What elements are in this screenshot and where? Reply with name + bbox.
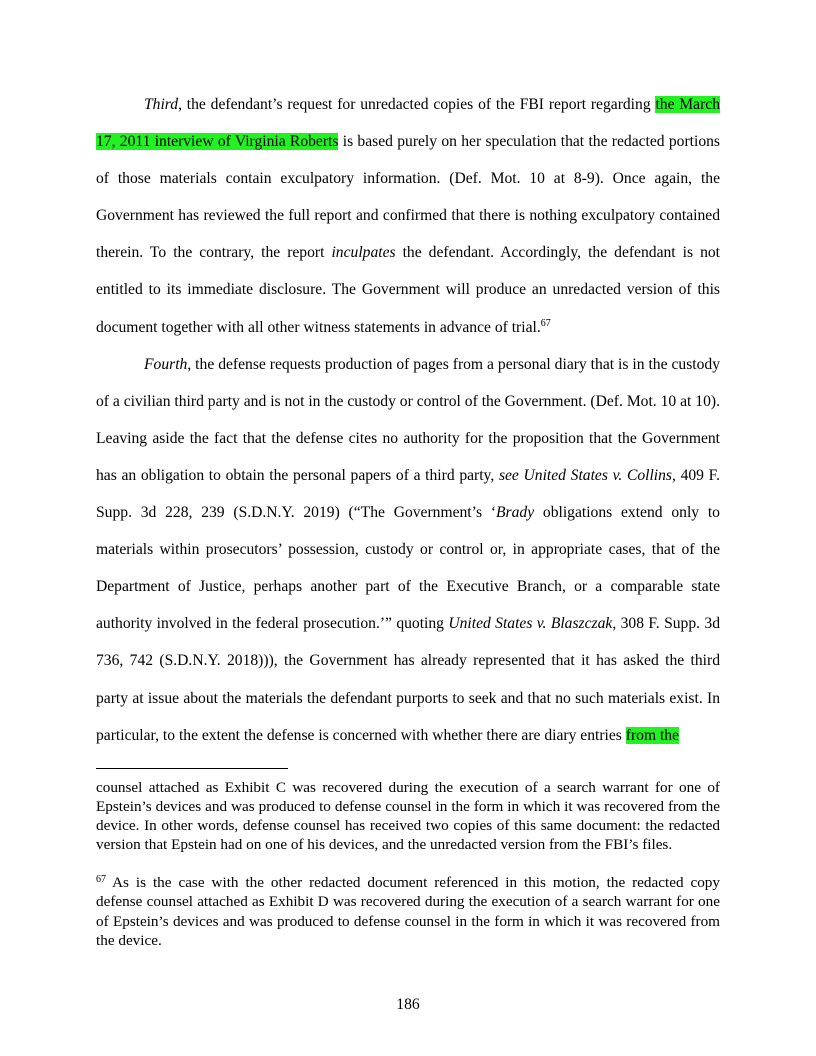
footnote-67 (96, 873, 720, 949)
footnote-67-text: As is the case with the other redacted document referenced in this motion, the redacted copy defense counsel attached as Exhibit D was recovered during the execution of a search warrant for one of Epstein’s devices and was produced to defense counsel in the form in which it was recovered from the device. (96, 874, 720, 949)
body-text (96, 86, 720, 754)
citation-blaszczak: United States v. Blaszczak (448, 615, 613, 633)
footnote-separator (96, 768, 288, 769)
footnotes (96, 778, 720, 950)
text-run: , 409 F. Supp. 3d 228, 239 (S.D.N.Y. 2019) (“The Government’s ‘ (96, 466, 720, 522)
text-run: is based purely on her speculation that the redacted portions of those materials contain exculpatory information. (Def. Mot. 10 at 8-9). Once again, the Government has reviewed the full report and confirmed that there is nothing exculpatory contained therein. To the contrary, the report (96, 133, 720, 262)
fourth-lead: Fourth (144, 355, 188, 373)
paragraph-third (96, 86, 720, 346)
page-number: 186 (396, 996, 420, 1013)
footnote-continued: counsel attached as Exhibit C was recovered during the execution of a search warrant for one of Epstein’s devices and was produced to defense counsel in the form in which it was recovered from the device. In other words, defense counsel has received two copies of this same document: the redacted version that Epstein had on one of his devices, and the unredacted version from the FBI’s files. (96, 779, 720, 854)
highlight-virginia-roberts: the March 17, 2011 interview of Virginia Roberts (96, 96, 720, 151)
text-run: , 308 F. Supp. 3d 736, 742 (S.D.N.Y. 2018))), the Government has already represented that it has asked the third party at issue about the materials the defendant purports to seek and that no such materials exist. In particular, to the extent the defense is concerned with whether there are diary entries (96, 615, 721, 744)
third-lead: Third (144, 96, 179, 113)
citation-collins: see United States v. Collins (498, 466, 672, 484)
text-run: , the defendant’s request for unredacted copies of the FBI report regarding (178, 96, 656, 113)
highlight-from-the: from the (625, 726, 680, 744)
paragraph-fourth (96, 346, 720, 754)
inculpates-italic: inculpates (331, 244, 396, 262)
text-run: obligations extend only to materials within prosecutors’ possession, custody or control or, in appropriate cases, that of the Department of Justice, perhaps another part of the Executive Branch, or a comparable state authority involved in the federal prosecution.’” quoting (96, 504, 720, 633)
footnote-ref-67[interactable]: 67 (540, 317, 551, 329)
text-run: the defendant. Accordingly, the defendant is not entitled to its immediate disclosure. The Government will produce an unredacted version of this document together with all other witness statements in advance of trial. (96, 244, 720, 336)
brady-italic: Brady (496, 504, 535, 522)
footnote-number-67: 67 (96, 874, 106, 886)
text-run: , the defense requests production of pages from a personal diary that is in the custody of a civilian third party and is not in the custody or control of the Government. (Def. Mot. 10 at 10). Leaving aside the fact that the defense cites no authority for the proposition that the Government has an obligation to obtain the personal papers of a third party, (96, 355, 720, 484)
